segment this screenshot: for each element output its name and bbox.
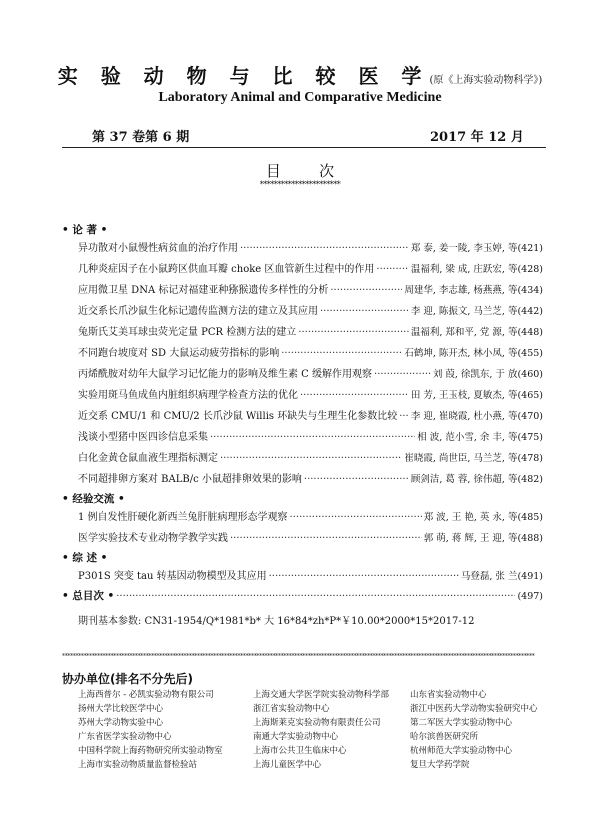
toc-entry[interactable] <box>78 365 543 379</box>
co-organizer: 上海市实验动物质量监督检验站 <box>78 760 198 770</box>
co-organizer: 山东省实验动物中心 <box>410 690 487 700</box>
leader-dots <box>290 512 422 523</box>
leader-dots <box>374 369 431 380</box>
journal-title <box>0 60 600 89</box>
toc-entry[interactable] <box>78 567 543 581</box>
toc-entry[interactable] <box>78 449 543 463</box>
article-title: 不同跑台坡度对 SD 大鼠运动疲劳指标的影响 <box>78 348 280 359</box>
journal-params: 期刊基本参数: CN31-1954/Q*1981*b* 大 16*84*zh*P*￥10.00*2000*15*2017-12 <box>78 616 475 627</box>
co-organizer: 浙江中医药大学动物实验研究中心 <box>410 704 538 714</box>
article-authors: 刘 葭, 徐凯东, 于 放(460) <box>432 369 543 380</box>
toc-entry[interactable] <box>78 281 543 295</box>
co-organizer: 哈尔滨兽医研究所 <box>410 732 479 742</box>
section-label-experience: • 经验交流 • <box>62 493 125 505</box>
section-label-research: • 论 著 • <box>62 224 108 236</box>
toc-heading-stars: *********************** <box>259 180 341 189</box>
co-organizer: 上海市公共卫生临床中心 <box>253 746 347 756</box>
article-authors: 温福利, 郑和平, 党 源, 等(448) <box>410 327 543 338</box>
leader-dots <box>298 327 409 338</box>
toc-entry[interactable] <box>78 407 543 421</box>
leader-dots <box>300 390 409 401</box>
leader-dots <box>320 306 409 317</box>
article-authors: 马登磊, 张 兰(491) <box>460 571 543 582</box>
section-label-review: • 综 述 • <box>62 552 108 564</box>
issue-date: 2017 年 12 月 <box>430 130 524 145</box>
article-authors: 石鹤坤, 陈开杰, 林小凤, 等(455) <box>404 348 543 359</box>
co-organizer: 南通大学实验动物中心 <box>253 732 339 742</box>
co-organizer: 中国科学院上海药物研究所实验动物室 <box>78 746 223 756</box>
leader-dots <box>230 533 422 544</box>
journal-former-name: (原《上海实验动物科学》) <box>429 75 543 86</box>
volume-issue: 第 37 卷第 6 期 <box>92 130 190 145</box>
article-title: 不同超排卵方案对 BALB/c 小鼠超排卵效果的影响 <box>78 474 302 485</box>
article-authors: 崔晓霞, 尚世臣, 马兰芝, 等(478) <box>404 453 543 464</box>
leader-dots <box>210 432 415 443</box>
co-organizer: 杭州师范大学实验动物中心 <box>410 746 513 756</box>
toc-entry[interactable] <box>78 323 543 337</box>
article-title: 应用微卫星 DNA 标记对福建亚种猕猴遗传多样性的分析 <box>78 285 329 296</box>
journal-title-cn: 实 验 动 物 与 比 较 医 学 <box>57 64 430 88</box>
article-title: 医学实验技术专业动物学教学实践 <box>78 533 228 544</box>
journal-title-en: Laboratory Animal and Comparative Medicine <box>158 90 442 105</box>
article-authors: 田 芳, 王玉枝, 夏敏杰, 等(465) <box>410 390 543 401</box>
article-title: 浅谈小型猪中医四诊信息采集 <box>78 432 208 443</box>
leader-dots <box>376 264 408 275</box>
toc-entry[interactable] <box>78 508 543 522</box>
leader-dots <box>240 243 409 254</box>
section-label-annual-index: • 总目次 • <box>62 590 115 602</box>
toc-entry[interactable] <box>78 302 543 316</box>
co-organizer: 复旦大学药学院 <box>410 760 470 770</box>
co-organizer: 苏州大学动物实验中心 <box>78 718 164 728</box>
article-title: 实验用斑马鱼成鱼内脏组织病理学检查方法的优化 <box>78 390 298 401</box>
article-authors: 李 迎, 陈振文, 马兰芝, 等(442) <box>410 306 543 317</box>
leader-dots <box>304 474 409 485</box>
co-organizer: 浙江省实验动物中心 <box>253 704 330 714</box>
article-authors: 顾剑洁, 葛 蓉, 徐伟超, 等(482) <box>410 474 543 485</box>
article-title: 白化金黄仓鼠血液生理指标测定 <box>78 453 218 464</box>
leader-dots <box>330 285 402 296</box>
leader-dots <box>116 591 515 602</box>
header-divider <box>62 147 546 148</box>
toc-entry[interactable] <box>78 344 543 358</box>
leader-dots <box>220 453 402 464</box>
co-organizer: 扬州大学比较医学中心 <box>78 704 164 714</box>
co-organizer: 第二军医大学实验动物中心 <box>410 718 513 728</box>
co-organizer: 上海斯莱克实验动物有限责任公司 <box>253 718 381 728</box>
article-title: P301S 突变 tau 转基因动物模型及其应用 <box>78 571 267 582</box>
article-title: 近交系 CMU/1 和 CMU/2 长爪沙鼠 Willis 环缺失与生理生化参数比较 <box>78 411 398 422</box>
article-authors: 周建华, 李志雄, 杨燕燕, 等(434) <box>404 285 543 296</box>
co-organizers-title: 协办单位(排名不分先后) <box>62 672 193 686</box>
toc-heading: 目 次 <box>265 162 335 180</box>
article-title: 异功散对小鼠慢性病贫血的治疗作用 <box>78 243 238 254</box>
article-title: 1 例自发性肝硬化新西兰兔肝脏病理形态学观察 <box>78 512 288 523</box>
article-title: 近交系长爪沙鼠生化标记遗传监测方法的建立及其应用 <box>78 306 318 317</box>
leader-dots <box>399 411 409 422</box>
separator-stars: ******************************************************************************************************************************************************************************* <box>62 653 535 660</box>
article-title: 丙烯酰胺对幼年大鼠学习记忆能力的影响及维生素 C 缓解作用观察 <box>78 369 373 380</box>
article-authors: 郑 波, 王 艳, 英 永, 等(485) <box>423 512 543 523</box>
co-organizer: 上海交通大学医学院实验动物科学部 <box>253 690 390 700</box>
toc-entry[interactable] <box>78 529 543 543</box>
article-title: 兔斯氏艾美耳球虫荧光定量 PCR 检测方法的建立 <box>78 327 297 338</box>
toc-entry[interactable] <box>78 470 543 484</box>
toc-entry[interactable] <box>78 386 543 400</box>
toc-entry-annual-index[interactable] <box>62 588 543 602</box>
article-authors: 李 迎, 崔晓霞, 杜小燕, 等(470) <box>410 411 543 422</box>
toc-entry[interactable] <box>78 239 543 253</box>
toc-entry[interactable] <box>78 260 543 274</box>
article-authors: (497) <box>517 591 543 602</box>
article-authors: 郑 泰, 姜一陵, 李玉婷, 等(421) <box>410 243 543 254</box>
article-authors: 温福利, 梁 成, 庄跃宏, 等(428) <box>410 264 543 275</box>
co-organizer: 广东省医学实验动物中心 <box>78 732 172 742</box>
co-organizer: 上海西普尔 - 必凯实验动物有限公司 <box>78 690 214 700</box>
article-title: 几种炎症因子在小鼠跨区供血耳瓣 choke 区血管新生过程中的作用 <box>78 264 375 275</box>
co-organizer: 上海儿童医学中心 <box>253 760 322 770</box>
leader-dots <box>281 348 402 359</box>
leader-dots <box>269 571 459 582</box>
article-authors: 相 波, 范小雪, 余 丰, 等(475) <box>417 432 543 443</box>
toc-entry[interactable] <box>78 428 543 442</box>
article-authors: 郭 萌, 蒋 辉, 王 迎, 等(488) <box>423 533 543 544</box>
